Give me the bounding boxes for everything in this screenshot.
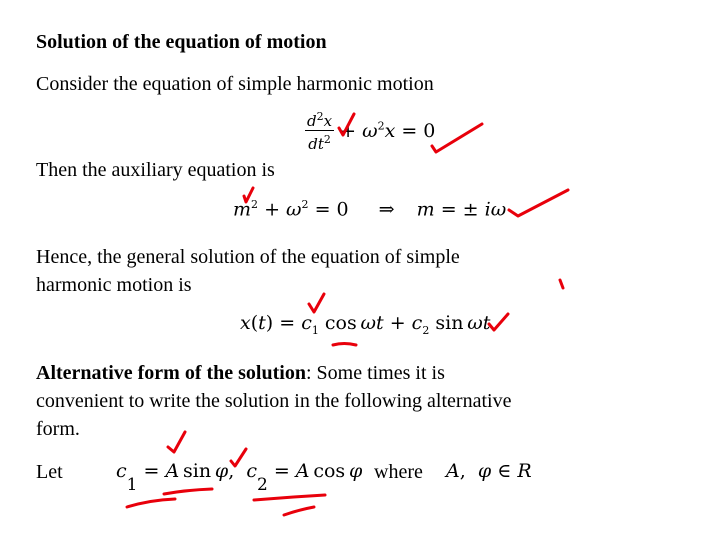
check-mark-icon <box>309 294 324 312</box>
check-mark-icon <box>168 432 185 452</box>
alternative-text-1 <box>36 359 445 387</box>
auxiliary-intro-text: Then the auxiliary equation is <box>36 159 275 181</box>
check-mark-icon <box>489 314 508 330</box>
underline-icon <box>127 499 175 507</box>
let-label: Let <box>36 461 63 483</box>
domain-condition: A, φ ∈ R <box>446 460 532 482</box>
general-solution-text-2: harmonic motion is <box>36 274 192 296</box>
general-solution-text-1: Hence, the general solution of the equation of simple <box>36 246 460 268</box>
auxiliary-equation: $m^2 + \omega^2 = 0$ ⇒ m = ± iω <box>233 198 507 221</box>
tick-stroke-icon <box>560 280 563 288</box>
where-label: where <box>374 461 423 483</box>
alternative-text-3: form. <box>36 418 80 440</box>
underline-icon <box>254 495 325 500</box>
alternative-heading-rest: : Some times it is <box>305 362 445 384</box>
section-heading: Solution of the equation of motion <box>36 31 327 53</box>
alternative-heading: Alternative form of the solution <box>36 362 306 384</box>
alternative-text-2: convenient to write the solution in the following alternative <box>36 390 512 412</box>
check-mark-icon <box>432 124 482 152</box>
underline-icon <box>284 507 314 515</box>
second-derivative-fraction: $\frac{d^2x}{dt^2}$ <box>307 110 333 153</box>
check-mark-icon <box>509 190 568 216</box>
general-solution-equation: $x(t) = c_1$ $\cos \omega t + c_2$ sin ωt <box>240 312 491 337</box>
intro-text: Consider the equation of simple harmonic motion <box>36 73 434 95</box>
underline-icon <box>164 489 212 494</box>
underline-icon <box>333 344 356 346</box>
alternative-constants-equation: $c_1 = A$ sin φ, $c_2 = A$ cos φ <box>116 460 363 495</box>
shm-equation: $\frac{d^2x}{dt^2}$ + $\omega^2x = 0$ <box>307 110 436 153</box>
